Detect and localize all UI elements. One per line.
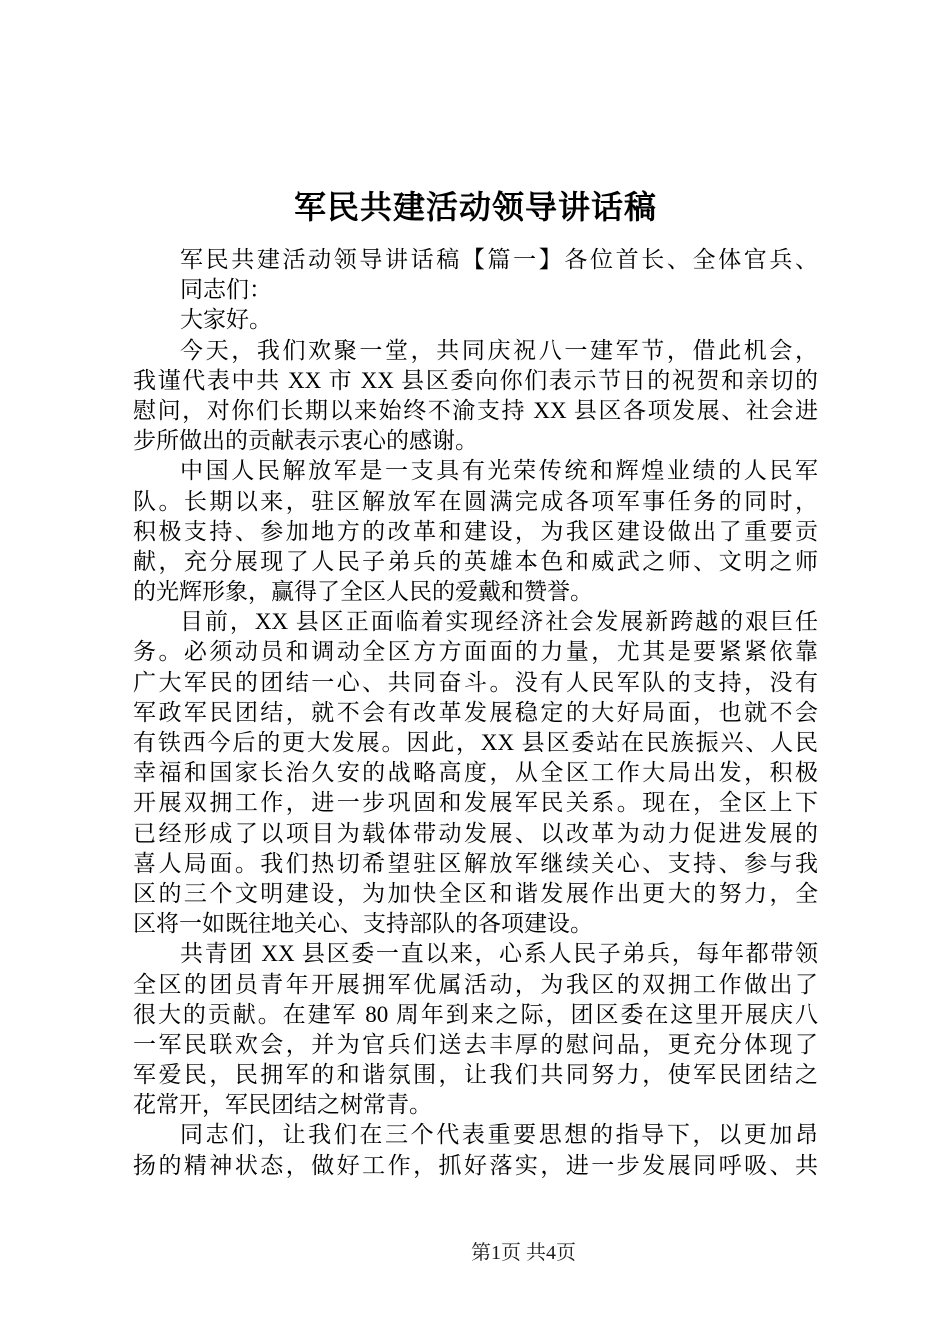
body-line: 务。必须动员和调动全区方方面面的力量，尤其是要紧紧依靠 — [133, 639, 818, 665]
body-line: 步所做出的贡献表示衷心的感谢。 — [133, 428, 478, 454]
body-line: 同志们，让我们在三个代表重要思想的指导下，以更加昂 — [180, 1122, 818, 1148]
body-line: 献，充分展现了人民子弟兵的英雄本色和威武之师、文明之师 — [133, 548, 818, 574]
body-line: 扬的精神状态，做好工作，抓好落实，进一步发展同呼吸、共 — [133, 1152, 818, 1178]
document-title: 军民共建活动领导讲话稿 — [293, 189, 657, 225]
body-line: 的光辉形象，赢得了全区人民的爱戴和赞誉。 — [133, 579, 593, 605]
body-line: 队。长期以来，驻区解放军在圆满完成各项军事任务的同时， — [133, 488, 818, 514]
document-content — [133, 187, 818, 1181]
body-line: 今天，我们欢聚一堂，共同庆祝八一建军节，借此机会， — [180, 337, 818, 363]
body-line: 有铁西今后的更大发展。因此，XX 县区委站在民族振兴、人民 — [133, 730, 818, 755]
body-line: 已经形成了以项目为载体带动发展、以改革为动力促进发展的 — [133, 820, 818, 846]
body-line: 慰问，对你们长期以来始终不渝支持 XX 县区各项发展、社会进 — [133, 397, 818, 423]
document-body — [133, 245, 818, 1181]
body-line: 中国人民解放军是一支具有光荣传统和辉煌业绩的人民军 — [180, 458, 818, 484]
body-line: 喜人局面。我们热切希望驻区解放军继续关心、支持、参与我 — [133, 850, 818, 876]
body-line: 广大军民的团结一心、共同奋斗。没有人民军队的支持，没有 — [133, 669, 818, 695]
body-line: 同志们： — [180, 277, 272, 303]
body-line: 军爱民，民拥军的和谐氛围，让我们共同努力，使军民团结之 — [133, 1062, 818, 1088]
page-number-footer: 第1页 共4页 — [471, 1242, 576, 1264]
body-line: 幸福和国家长治久安的战略高度，从全区工作大局出发，积极 — [133, 760, 818, 786]
body-line: 目前，XX 县区正面临着实现经济社会发展新跨越的艰巨任 — [180, 609, 818, 635]
body-line: 共青团 XX 县区委一直以来，心系人民子弟兵，每年都带领 — [180, 941, 818, 967]
body-line: 积极支持、参加地方的改革和建设，为我区建设做出了重要贡 — [133, 518, 818, 544]
body-line: 大家好。 — [180, 307, 272, 333]
body-line: 花常开，军民团结之树常青。 — [133, 1092, 432, 1118]
body-line: 区的三个文明建设，为加快全区和谐发展作出更大的努力，全 — [133, 880, 818, 906]
body-line: 全区的团员青年开展拥军优属活动，为我区的双拥工作做出了 — [133, 971, 818, 997]
body-line: 军政军民团结，就不会有改革发展稳定的大好局面，也就不会 — [133, 699, 818, 725]
body-line: 一军民联欢会，并为官兵们送去丰厚的慰问品，更充分体现了 — [133, 1031, 818, 1057]
body-line: 开展双拥工作，进一步巩固和发展军民关系。现在，全区上下 — [133, 790, 818, 816]
body-line: 很大的贡献。在建军 80 周年到来之际，团区委在这里开展庆八 — [133, 1001, 818, 1027]
body-line: 区将一如既往地关心、支持部队的各项建设。 — [133, 911, 593, 937]
body-line: 我谨代表中共 XX 市 XX 县区委向你们表示节日的祝贺和亲切的 — [133, 367, 818, 393]
body-line: 军民共建活动领导讲话稿【篇一】各位首长、全体官兵、 — [180, 247, 818, 272]
